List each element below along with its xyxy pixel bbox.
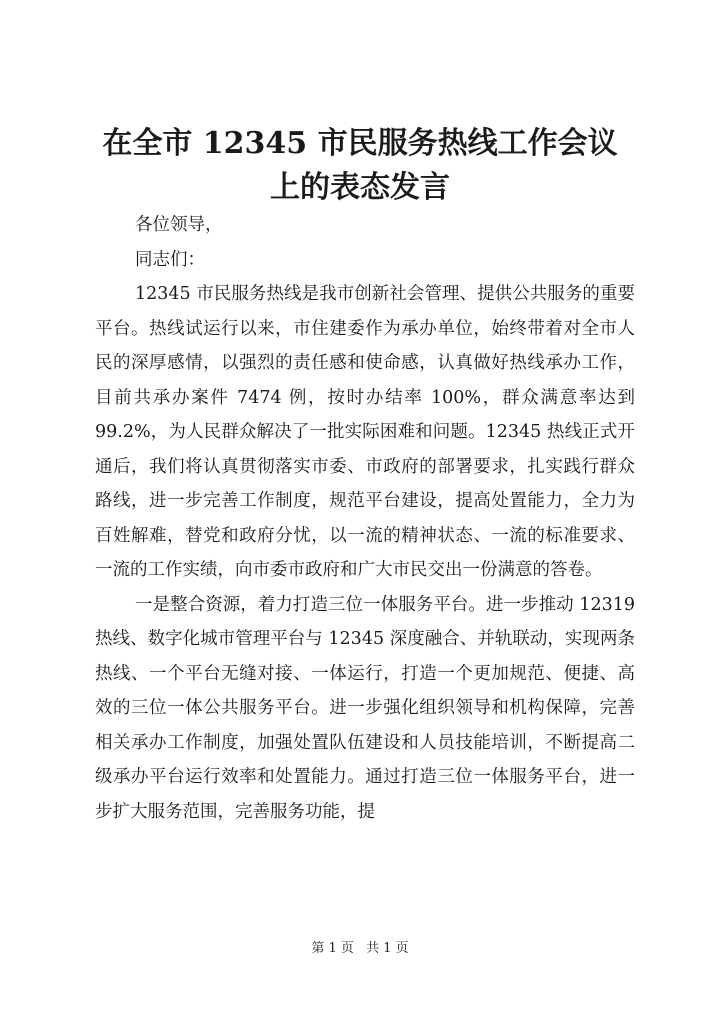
document-body: [95, 208, 635, 829]
page-title: 在全市 12345 市民服务热线工作会议上的表态发言: [102, 126, 618, 205]
page-total: 共 1 页: [366, 941, 409, 956]
paragraph-integrate-resources: 一是整合资源，着力打造三位一体服务平台。进一步推动 12319 热线、数字化城市管理平台与 12345 深度融合、并轨联动，实现两条热线、一个平台无缝对接、一体运行，打造一个更加规范、便捷、高效的三位一体公共服务平台。进一步强化组织领导和机构保障，完善相关承办工作制度，加强处置队伍建设和人员技能培训，不断提高二级承办平台运行效率和处置能力。通过打造三位一体服务平台，进一步扩大服务范围，完善服务功能，提: [95, 594, 635, 822]
salutation-comrades: 同志们：: [135, 249, 205, 270]
salutation-leaders: 各位领导，: [135, 215, 223, 235]
page-number: 第 1 页: [311, 941, 354, 956]
page-footer: [0, 937, 720, 956]
paragraph-intro: 12345 市民服务热线是我市创新社会管理、提供公共服务的重要平台。热线试运行以来，市住建委作为承办单位，始终带着对全市人民的深厚感情，以强烈的责任感和使命感，认真做好热线承办工作，目前共承办案件 7474 例，按时办结率 100%，群众满意率达到 99.2%，为人民群众解决了一批实际困难和问题。12345 热线正式开通后，我们将认真贯彻落实市委、市政府的部署要求，扎实践行群众路线，进一步完善工作制度，规范平台建设，提高处置能力，全力为百姓解难，替党和政府分忧，以一流的精神状态、一流的标准要求、一流的工作实绩，向市委市政府和广大市民交出一份满意的答卷。: [95, 284, 635, 580]
